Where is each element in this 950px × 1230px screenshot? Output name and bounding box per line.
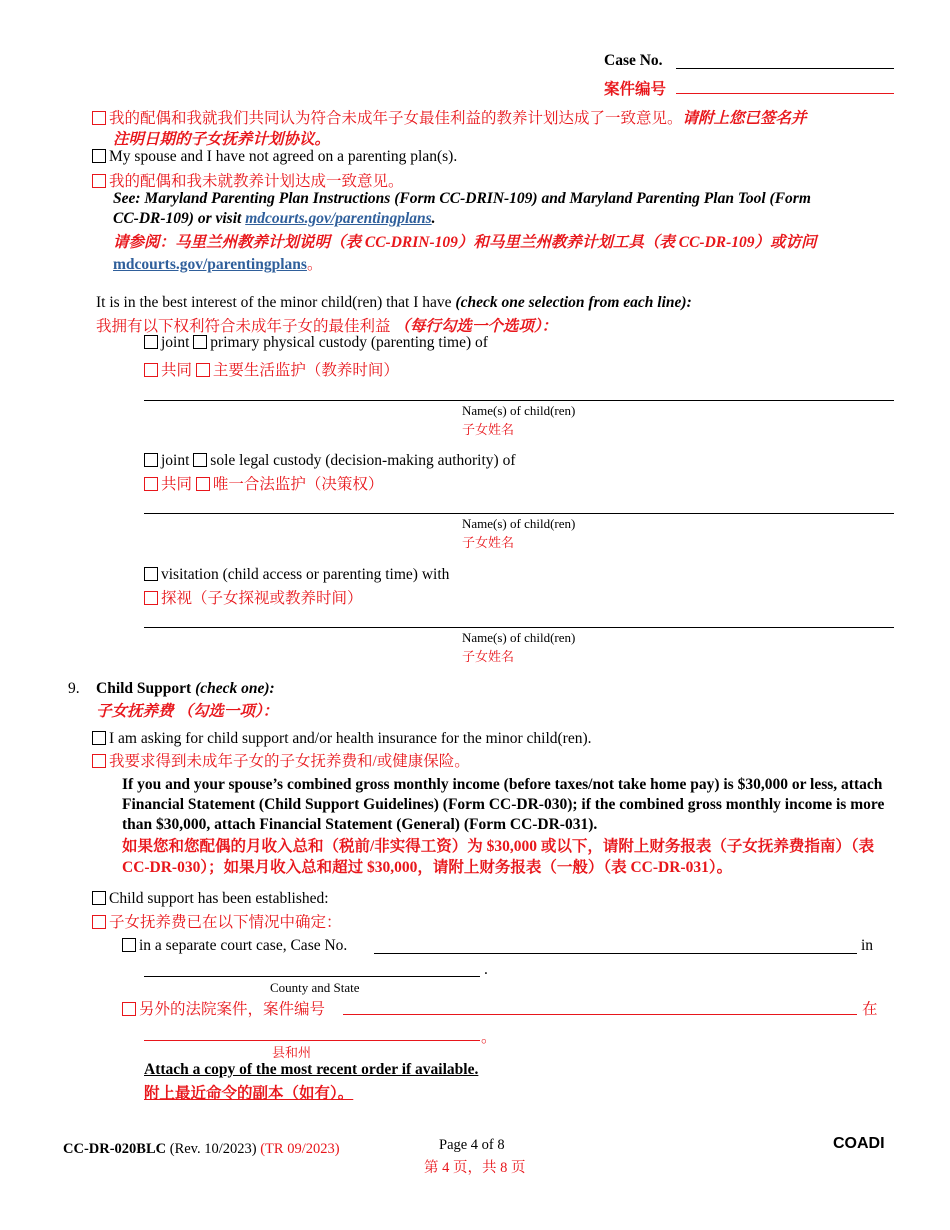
support-established-option-zh: 子女抚养费已在以下情况中确定： <box>92 910 342 932</box>
names-label-zh: 子女姓名 <box>462 535 515 550</box>
separate-case-checkbox-zh[interactable] <box>122 1002 136 1016</box>
county-state-field-zh <box>144 1040 480 1041</box>
agreed-zh-line2: 注明日期的子女抚养计划协议。 <box>113 131 331 148</box>
in-label: in <box>861 937 874 954</box>
physical-primary-checkbox-zh[interactable] <box>196 363 210 377</box>
physical-joint-checkbox-zh[interactable] <box>144 363 158 377</box>
coadi-mark: COADI <box>833 1135 885 1152</box>
visitation-checkbox-zh[interactable] <box>144 591 158 605</box>
case-no-field-zh <box>676 93 894 94</box>
page-number: Page 4 of 8 <box>439 1137 505 1153</box>
not-agreed-checkbox-zh[interactable] <box>92 174 106 188</box>
form-code-line: CC-DR-020BLC (Rev. 10/2023) (TR 09/2023) <box>63 1141 340 1157</box>
legal-joint-checkbox-zh[interactable] <box>144 477 158 491</box>
case-no-field[interactable] <box>676 68 894 69</box>
support-established-checkbox[interactable] <box>92 891 106 905</box>
support-established-option: Child support has been established: <box>92 890 329 908</box>
income-instructions-zh: 如果您和您配偶的月收入总和（税前/非实得工资）为 $30,000 或以下，请附上财务报表（子女抚养费指南）（表 CC-DR-030）；如果月收入总和超过 $30,000，请附上财务报表（一般）（表 CC-DR-031）。 <box>122 838 875 876</box>
case-no-label-zh: 案件编号 <box>604 81 667 98</box>
agreed-checkbox-zh[interactable] <box>92 111 106 125</box>
child-support-title-zh: 子女抚养费 （勾选一项）： <box>96 703 279 720</box>
names-label: Name(s) of child(ren) <box>462 630 576 645</box>
not-agreed-checkbox[interactable] <box>92 149 106 163</box>
physical-primary-checkbox[interactable] <box>193 335 207 349</box>
county-state-label-zh: 县和州 <box>272 1045 312 1060</box>
names-label-zh: 子女姓名 <box>462 422 515 437</box>
period-zh: 。 <box>481 1029 497 1046</box>
attach-order-note-zh: 附上最近命令的副本（如有）。 <box>144 1085 354 1102</box>
names-label: Name(s) of child(ren) <box>462 403 576 418</box>
asking-support-checkbox[interactable] <box>92 731 106 745</box>
custody-intro: It is in the best interest of the minor child(ren) that I have (check one selection from each line): <box>96 294 692 311</box>
names-label-zh: 子女姓名 <box>462 649 515 664</box>
page-number-zh: 第 4 页，共 8 页 <box>424 1160 526 1176</box>
visitation-checkbox[interactable] <box>144 567 158 581</box>
physical-custody-row: joint primary physical custody (parenting time) of <box>144 334 488 352</box>
custody-intro-zh: 我拥有以下权利符合未成年子女的最佳利益 （每行勾选一个选项）： <box>96 318 558 335</box>
visitation-row: visitation (child access or parenting time) with <box>144 566 449 584</box>
separate-case-number-field[interactable] <box>374 953 857 954</box>
asking-support-option: I am asking for child support and/or health insurance for the minor child(ren). <box>92 730 592 748</box>
separate-case-checkbox[interactable] <box>122 938 136 952</box>
asking-support-checkbox-zh[interactable] <box>92 754 106 768</box>
asking-support-option-zh: 我要求得到未成年子女的子女抚养费和/或健康保险。 <box>92 749 470 771</box>
see-instructions-line2: CC-DR-109) or visit mdcourts.gov/parentingplans. <box>113 210 436 227</box>
attach-order-note: Attach a copy of the most recent order if available. <box>144 1061 479 1078</box>
county-state-label: County and State <box>270 980 360 995</box>
support-established-checkbox-zh[interactable] <box>92 915 106 929</box>
separate-case-number-field-zh <box>343 1014 857 1015</box>
separate-case-option-zh: 另外的法院案件，案件编号 <box>122 997 325 1019</box>
county-state-field[interactable] <box>144 976 480 977</box>
visitation-row-zh: 探视（子女探视或教养时间） <box>144 586 363 608</box>
separate-case-option: in a separate court case, Case No. <box>122 937 347 955</box>
see-instructions-zh: 请参阅：马里兰州教养计划说明（表 CC-DRIN-109）和马里兰州教养计划工具（表 CC-DR-109）或访问 <box>113 234 817 251</box>
period: . <box>484 961 488 978</box>
legal-custody-row: joint sole legal custody (decision-making authority) of <box>144 452 515 470</box>
in-label-zh: 在 <box>862 1001 878 1018</box>
parentingplans-link[interactable]: mdcourts.gov/parentingplans <box>245 210 432 227</box>
see-link-zh-line: mdcourts.gov/parentingplans。 <box>113 256 323 273</box>
income-instructions: If you and your spouse’s combined gross monthly income (before taxes/not take home pay) is $30,000 or less, attach Financial Statement (Child Support Guidelines) (Form CC-DR-030); if the combined gross monthly income is more than $30,000, attach Financial Statement (General) (Form CC-DR-031). <box>122 776 885 833</box>
see-instructions-line1: See: Maryland Parenting Plan Instructions (Form CC-DRIN-109) and Maryland Parenting Plan Tool (Form <box>113 190 811 207</box>
physical-custody-row-zh: 共同 主要生活监护（教养时间） <box>144 358 399 380</box>
visitation-children-names-field[interactable] <box>144 627 894 628</box>
agreed-zh-line1: 我的配偶和我就我们共同认为符合未成年子女最佳利益的教养计划达成了一致意见。请附上您已签名并 <box>92 106 807 128</box>
not-agreed-option: My spouse and I have not agreed on a parenting plan(s). <box>92 148 457 166</box>
parentingplans-link-zh[interactable]: mdcourts.gov/parentingplans <box>113 256 307 273</box>
not-agreed-option-zh: 我的配偶和我未就教养计划达成一致意见。 <box>92 169 404 191</box>
legal-custody-row-zh: 共同 唯一合法监护（决策权） <box>144 472 383 494</box>
legal-sole-checkbox-zh[interactable] <box>196 477 210 491</box>
case-no-label: Case No. <box>604 52 663 69</box>
legal-joint-checkbox[interactable] <box>144 453 158 467</box>
legal-children-names-field[interactable] <box>144 513 894 514</box>
physical-joint-checkbox[interactable] <box>144 335 158 349</box>
names-label: Name(s) of child(ren) <box>462 516 576 531</box>
child-support-title: Child Support (check one): <box>96 680 275 697</box>
physical-children-names-field[interactable] <box>144 400 894 401</box>
legal-sole-checkbox[interactable] <box>193 453 207 467</box>
section-number: 9. <box>68 680 80 697</box>
